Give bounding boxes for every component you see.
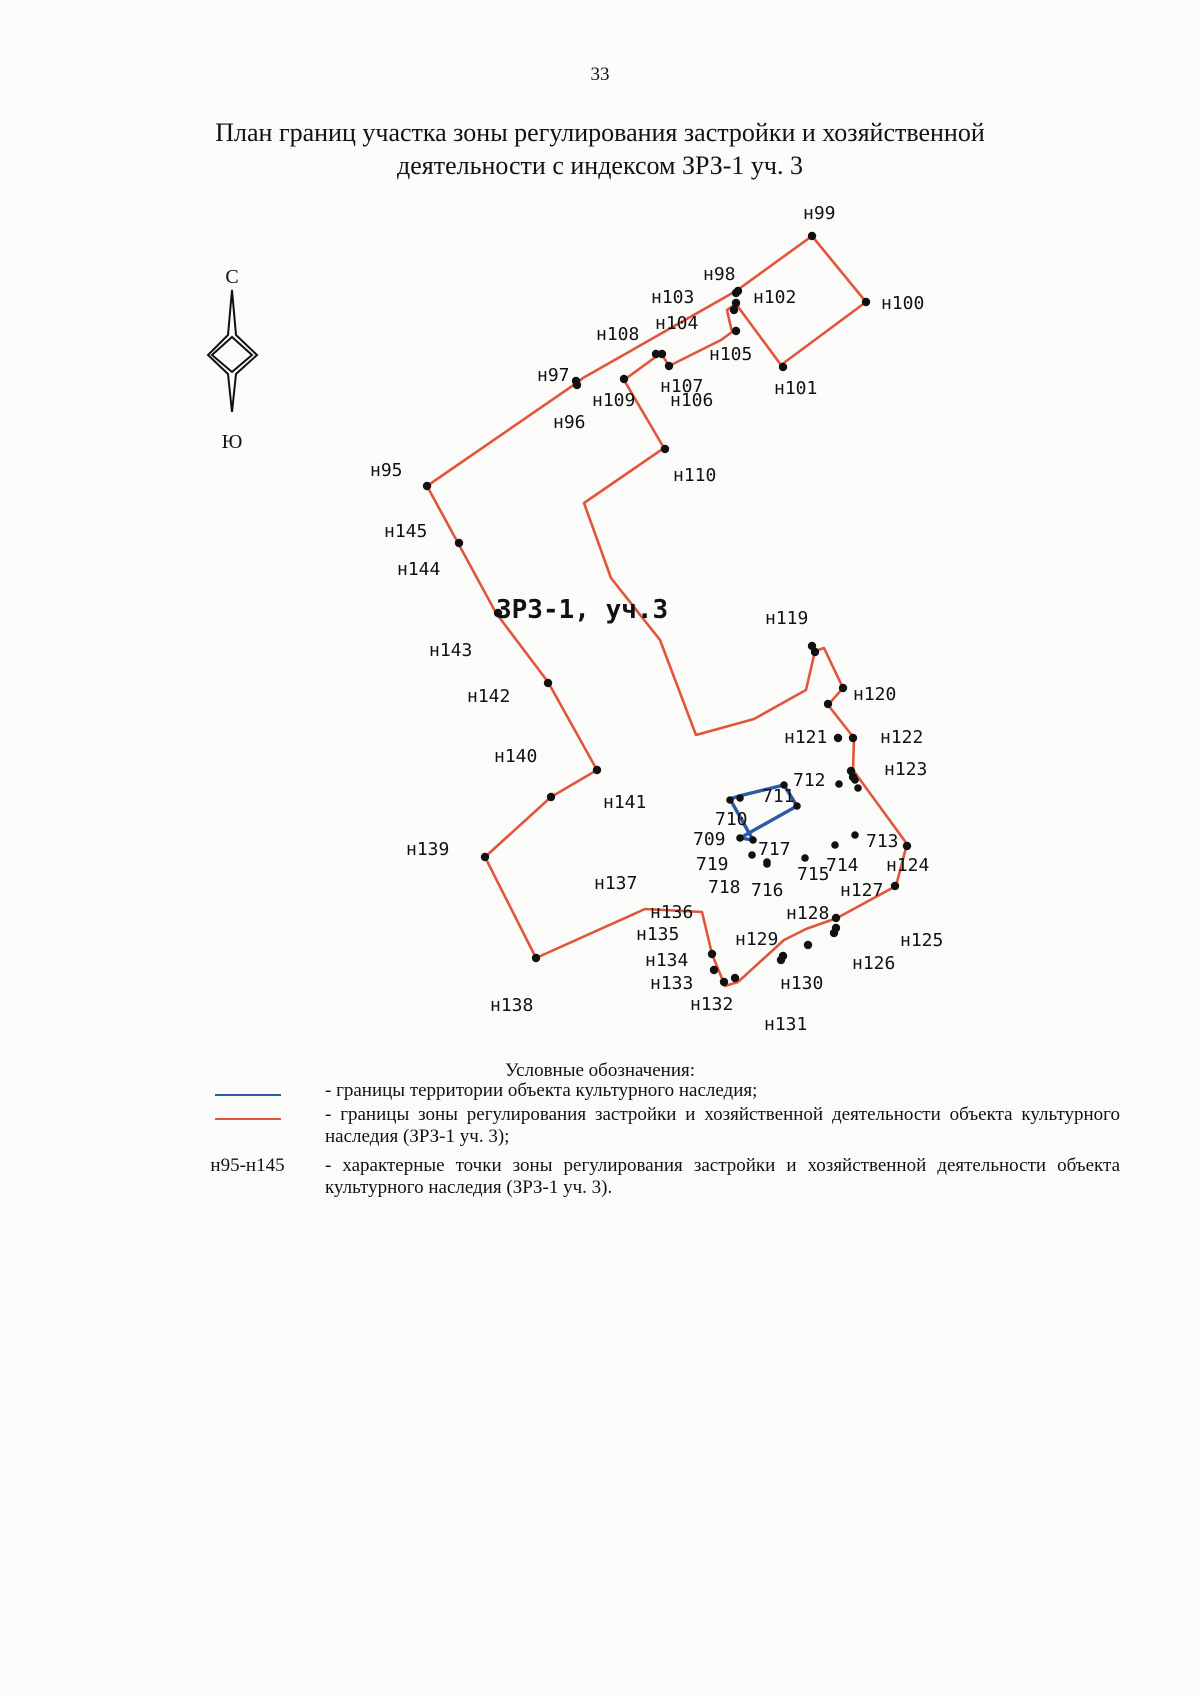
heritage-point-label: 716: [751, 880, 784, 901]
zone-point-label: н105: [709, 344, 753, 365]
zone-point-marker: [847, 767, 855, 775]
compass-north-label: С: [225, 266, 239, 288]
zone-point-label: н98: [703, 264, 736, 285]
zone-point-label: н131: [764, 1014, 808, 1035]
compass-diamond-icon: [212, 337, 252, 372]
zone-point-marker: [423, 482, 431, 490]
page-number: 33: [590, 64, 610, 85]
zone-point-marker: [808, 642, 816, 650]
zone-point-marker: [824, 700, 832, 708]
zone-point-marker: [779, 952, 787, 960]
heritage-point-marker: [835, 780, 843, 788]
legend-key-range: н95-н145: [210, 1155, 285, 1176]
zone-point-label: н145: [384, 521, 428, 542]
zone-point-label: н109: [592, 390, 636, 411]
zone-point-label: н110: [673, 465, 717, 486]
heritage-point-label: 718: [708, 877, 741, 898]
zone-point-label: н121: [784, 727, 828, 748]
zone-point-label: н139: [406, 839, 450, 860]
heritage-point-label: 719: [696, 854, 729, 875]
zone-point-marker: [732, 327, 740, 335]
zone-point-label: н143: [429, 640, 473, 661]
zone-point-label: н129: [735, 929, 779, 950]
heritage-point-marker: [726, 796, 734, 804]
zone-point-label: н95: [370, 460, 403, 481]
zone-point-label: н128: [786, 903, 830, 924]
zone-point-marker: [532, 954, 540, 962]
heritage-point-marker: [854, 784, 862, 792]
zone-point-label: н102: [753, 287, 797, 308]
zone-point-label: н123: [884, 759, 928, 780]
zone-point-marker: [710, 966, 718, 974]
heritage-point-label: 717: [758, 839, 791, 860]
legend-item-text: - границы зоны регулирования застройки и хозяйственной деятельности объекта культурного наследия (ЗРЗ-1 уч. 3);: [325, 1104, 1120, 1147]
zone-point-marker: [730, 306, 738, 314]
zone-point-marker: [891, 882, 899, 890]
zone-point-marker: [808, 232, 816, 240]
heritage-point-label: 709: [693, 829, 726, 850]
heritage-point-marker: [851, 776, 859, 784]
zone-point-marker: [720, 978, 728, 986]
zone-point-label: н126: [852, 953, 896, 974]
zone-point-label: н134: [645, 950, 689, 971]
zone-point-label: н99: [803, 203, 836, 224]
zone-point-label: н119: [765, 608, 809, 629]
heritage-point-marker: [748, 851, 756, 859]
legend-item-text: - характерные точки зоны регулирования застройки и хозяйственной деятельности объекта культурного наследия (ЗРЗ-1 уч. 3).: [325, 1155, 1120, 1198]
zone-point-marker: [903, 842, 911, 850]
zone-point-label: н108: [596, 324, 640, 345]
zone-point-marker: [481, 853, 489, 861]
zone-point-label: н120: [853, 684, 897, 705]
zone-point-marker: [832, 914, 840, 922]
zone-point-label: н137: [594, 873, 638, 894]
zone-point-label: н127: [840, 880, 884, 901]
zone-point-marker: [593, 766, 601, 774]
zone-point-label: н141: [603, 792, 647, 813]
zone-point-marker: [839, 684, 847, 692]
zone-point-marker: [572, 377, 580, 385]
zone-point-marker: [620, 375, 628, 383]
zone-point-marker: [652, 350, 660, 358]
zone-point-label: н100: [881, 293, 925, 314]
zone-point-label: н106: [670, 390, 714, 411]
zone-label: ЗРЗ-1, уч.3: [496, 595, 669, 625]
title-line-2: деятельности с индексом ЗРЗ-1 уч. 3: [396, 151, 804, 180]
zone-point-label: н97: [537, 365, 570, 386]
zone-point-label: н135: [636, 924, 680, 945]
title-line-1: План границ участка зоны регулирования застройки и хозяйственной: [215, 118, 985, 147]
compass-rose: [208, 266, 257, 453]
zone-point-label: н103: [651, 287, 695, 308]
zone-point-label: н130: [780, 973, 824, 994]
zone-point-label: н138: [490, 995, 534, 1016]
zone-point-marker: [547, 793, 555, 801]
zone-point-label: н122: [880, 727, 924, 748]
zone-point-label: н144: [397, 559, 441, 580]
zone-point-marker: [804, 941, 812, 949]
zone-point-marker: [665, 362, 673, 370]
zone-point-marker: [849, 734, 857, 742]
zone-point-marker: [661, 445, 669, 453]
red-line-swatch-icon: [215, 1118, 281, 1120]
zone-point-marker: [731, 974, 739, 982]
zone-point-marker: [544, 679, 552, 687]
zone-point-label: н140: [494, 746, 538, 767]
heritage-point-label: 711: [762, 786, 795, 807]
zone-point-label: н133: [650, 973, 694, 994]
zone-point-marker: [832, 924, 840, 932]
heritage-point-marker: [749, 836, 757, 844]
zone-point-label: н136: [650, 902, 694, 923]
legend-title: Условные обозначения:: [504, 1060, 696, 1081]
zone-point-label: н142: [467, 686, 511, 707]
zone-point-label: н104: [655, 313, 699, 334]
zone-point-marker: [834, 734, 842, 742]
zone-point-label: н101: [774, 378, 818, 399]
heritage-point-marker: [831, 841, 839, 849]
zone-point-label: н132: [690, 994, 734, 1015]
heritage-point-label: 710: [715, 809, 748, 830]
zone-point-marker: [708, 950, 716, 958]
zone-point-marker: [779, 363, 787, 371]
heritage-point-label: 713: [866, 831, 899, 852]
zone-point-label: н107: [660, 376, 704, 397]
zone-point-marker: [455, 539, 463, 547]
blue-line-swatch-icon: [215, 1094, 281, 1096]
heritage-point-label: 714: [826, 855, 859, 876]
zone-point-label: н125: [900, 930, 944, 951]
heritage-point-marker: [851, 831, 859, 839]
heritage-point-label: 712: [793, 770, 826, 791]
heritage-point-marker: [801, 854, 809, 862]
legend-item-text: - границы территории объекта культурного наследия;: [325, 1080, 758, 1101]
zone-point-label: н96: [553, 412, 586, 433]
zone-point-marker: [734, 287, 742, 295]
compass-south-label: Ю: [221, 431, 243, 453]
zone-point-marker: [862, 298, 870, 306]
heritage-point-label: 715: [797, 864, 830, 885]
zone-point-label: н124: [886, 855, 930, 876]
heritage-point-marker: [736, 834, 744, 842]
heritage-point-marker: [736, 794, 744, 802]
